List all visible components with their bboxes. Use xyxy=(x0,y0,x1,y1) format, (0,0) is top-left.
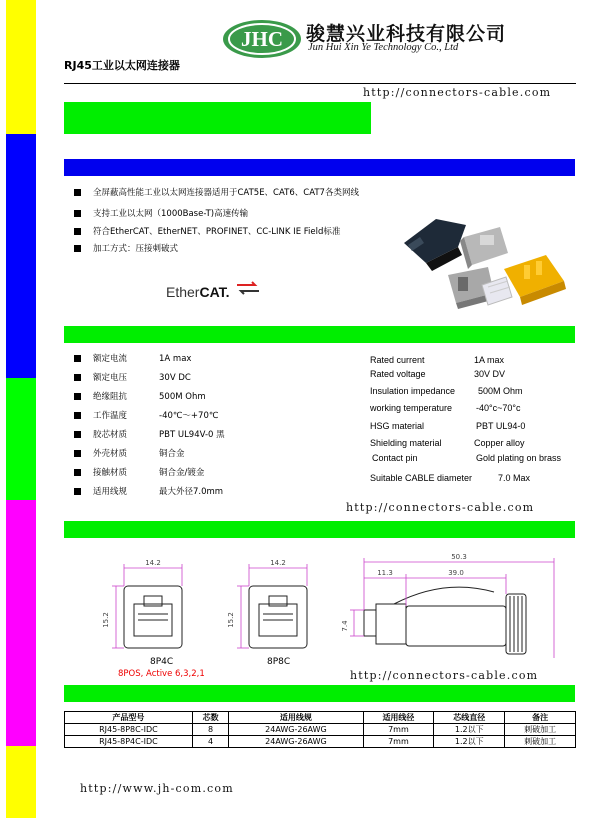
bullet-square-icon xyxy=(74,431,81,438)
bullet-square-icon xyxy=(74,412,81,419)
feature-item: 支持工业以太网（1000Base-T)高速传输 xyxy=(74,207,248,219)
bullet-square-icon xyxy=(74,189,81,196)
spec-row: 接触材质 铜合金/镀金 xyxy=(74,466,204,478)
bullet-square-icon xyxy=(74,488,81,495)
spec-row: 工作温度 -40℃〜+70℃ xyxy=(74,409,218,421)
feature-item: 加工方式：压接刺破式 xyxy=(74,242,178,254)
label-8p8c: 8P8C xyxy=(267,657,291,667)
spec-en-row: HSG material PBT UL94-0 xyxy=(370,421,526,431)
company-name-en: Jun Hui Xin Ye Technology Co., Ltd xyxy=(308,42,459,53)
spec-en-row: Rated voltage 30V DV xyxy=(370,369,506,379)
header-divider xyxy=(64,83,576,84)
table-section-bar xyxy=(64,685,575,702)
spec-row: 额定电流 1A max xyxy=(74,352,191,364)
spec-en-row: Contact pin Gold plating on brass xyxy=(372,453,562,463)
bullet-square-icon xyxy=(74,374,81,381)
footer-url[interactable]: http://www.jh-com.com xyxy=(80,782,234,795)
spec-en-row: Suitable CABLE diameter 7.0 Max xyxy=(370,473,531,483)
drawings-area xyxy=(64,548,576,683)
svg-text:7.4: 7.4 xyxy=(341,620,349,632)
svg-text:15.2: 15.2 xyxy=(102,612,110,628)
bullet-square-icon xyxy=(74,393,81,400)
stripe-magenta xyxy=(6,500,36,746)
jhc-logo-icon xyxy=(222,19,302,59)
company-logo xyxy=(222,19,302,59)
stripe-yellow-top xyxy=(6,0,36,134)
logo-text: JHC xyxy=(241,27,283,51)
spec-row: 胶芯材质 PBT UL94V-0 黑 xyxy=(74,428,225,440)
feature-item: 全屏蔽高性能工业以太网连接器适用于CAT5E、CAT6、CAT7各类网线 xyxy=(74,186,359,198)
header-url[interactable]: http://connectors-cable.com xyxy=(363,86,552,99)
bullet-square-icon xyxy=(74,355,81,362)
svg-text:14.2: 14.2 xyxy=(270,559,286,567)
connector-product-icon xyxy=(396,205,576,315)
bullet-square-icon xyxy=(74,228,81,235)
svg-text:14.2: 14.2 xyxy=(145,559,161,567)
drawing-url[interactable]: http://connectors-cable.com xyxy=(350,669,539,682)
spec-row: 绝缘阻抗 500M Ohm xyxy=(74,390,206,402)
spec-row: 适用线规 最大外径7.0mm xyxy=(74,485,223,497)
ethercat-logo: EtherCAT. xyxy=(166,281,261,301)
table-row: RJ45-8P4C-IDC 4 24AWG-26AWG 7mm 1.2以下 刺破加工 xyxy=(65,736,576,748)
stripe-yellow-bottom xyxy=(6,746,36,818)
svg-text:15.2: 15.2 xyxy=(227,612,235,628)
svg-text:50.3: 50.3 xyxy=(451,553,467,561)
drawing-section-bar xyxy=(64,521,575,538)
product-table xyxy=(64,711,576,748)
spec-en-row: Insulation impedance 500M Ohm xyxy=(370,386,523,396)
features-section-bar xyxy=(64,159,575,176)
page-title: RJ45工业以太网连接器 xyxy=(64,59,180,72)
specs-url[interactable]: http://connectors-cable.com xyxy=(346,501,535,514)
svg-text:39.0: 39.0 xyxy=(448,569,464,577)
table-row: RJ45-8P8C-IDC 8 24AWG-26AWG 7mm 1.2以下 刺破加工 xyxy=(65,724,576,736)
label-8p4c: 8P4C xyxy=(150,657,174,667)
bullet-square-icon xyxy=(74,245,81,252)
feature-item: 符合EtherCAT、EtherNET、PROFINET、CC-LINK IE Field标准 xyxy=(74,225,340,237)
spec-en-row: working temperature -40°c~70°c xyxy=(370,403,521,413)
pin-note: 8POS, Active 6,3,2,1 xyxy=(118,669,205,679)
specs-section-bar xyxy=(64,326,575,343)
table-header-row: 产品型号 芯数 适用线规 适用线径 芯线直径 备注 xyxy=(65,712,576,724)
bullet-square-icon xyxy=(74,469,81,476)
stripe-blue xyxy=(6,134,36,378)
spec-row: 外壳材质 铜合金 xyxy=(74,447,185,459)
bullet-square-icon xyxy=(74,450,81,457)
spec-row: 额定电压 30V DC xyxy=(74,371,191,383)
green-title-block xyxy=(64,102,371,134)
svg-text:11.3: 11.3 xyxy=(377,569,393,577)
connector-drawings-icon xyxy=(64,548,576,683)
spec-en-row: Rated current 1A max xyxy=(370,355,505,365)
bullet-square-icon xyxy=(74,210,81,217)
company-name-cn: 骏慧兴业科技有限公司 xyxy=(306,23,507,45)
product-photo xyxy=(396,205,576,315)
stripe-green xyxy=(6,378,36,500)
spec-en-row: Shielding material Copper alloy xyxy=(370,438,525,448)
ethercat-arrows-icon xyxy=(235,281,261,295)
